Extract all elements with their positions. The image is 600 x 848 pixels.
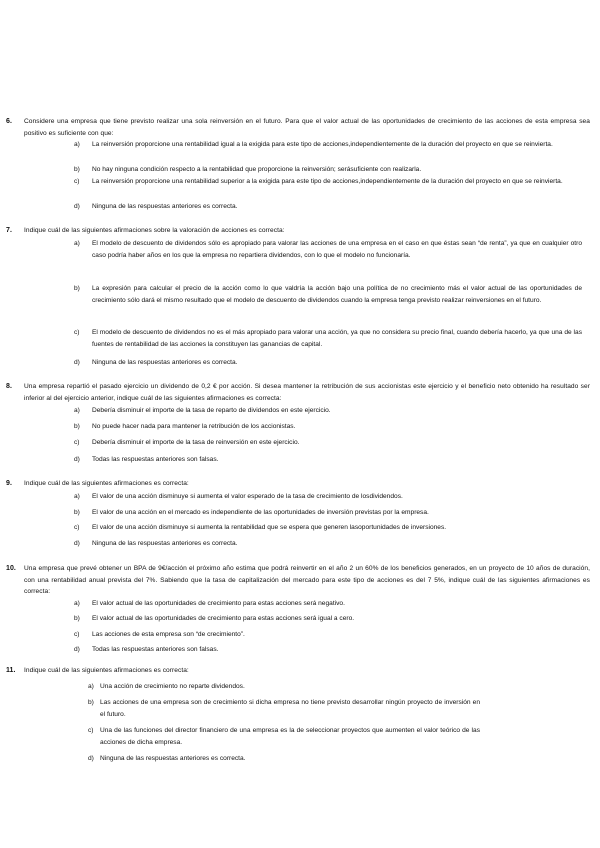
option-text: No hay ninguna condición respecto a la rentabilidad que proporcione la reinversión; serásuficiente con realizarla. bbox=[92, 166, 422, 173]
question-text: Una empresa repartió el pasado ejercicio un dividendo de 0,2 € por acción. Si desea mantener la retribución de sus accionistas este ejercicio y el beneficio neto obtenido ha resultado ser inferior al del ejercicio anterior, indique cuál de las siguientes afirmaciones es correcta: bbox=[24, 383, 590, 402]
option-text: Una acción de crecimiento no reparte dividendos. bbox=[100, 683, 245, 690]
option-text: El valor actual de las oportunidades de crecimiento para estas acciones será negativo. bbox=[92, 600, 345, 607]
option-label: b) bbox=[74, 615, 80, 622]
option-label: a) bbox=[74, 407, 80, 414]
option-label: a) bbox=[74, 600, 80, 607]
option-label: c) bbox=[74, 631, 80, 638]
option-label: b) bbox=[74, 166, 80, 173]
option-text: Las acciones de esta empresa son “de crecimiento”. bbox=[92, 631, 245, 638]
question-text: Considere una empresa que tiene previsto realizar una sola reinversión en el futuro. Para que el valor actual de las oportunidades de crecimiento de las acciones de esta empresa sea positivo es suficiente con que: bbox=[24, 118, 590, 137]
option-text: La reinversión proporcione una rentabilidad superior a la exigida para este tipo de acciones,independientemente de la duración del proyecto en que se reinvierta. bbox=[92, 178, 563, 185]
question-text: Indique cuál de las siguientes afirmaciones es correcta: bbox=[24, 480, 189, 487]
option-text: Ninguna de las respuestas anteriores es correcta. bbox=[92, 203, 238, 210]
option-label: c) bbox=[74, 178, 80, 185]
option-text: Ninguna de las respuestas anteriores es correcta. bbox=[92, 359, 238, 366]
option-label: a) bbox=[74, 141, 80, 148]
option-label: b) bbox=[74, 509, 80, 516]
option-text: Todas las respuestas anteriores son falsas. bbox=[92, 456, 219, 463]
option-text: La reinversión proporcione una rentabilidad igual a la exigida para este tipo de acciones,independientemente de la duración del proyecto en que se reinvierta. bbox=[92, 141, 553, 148]
option-text: El valor de una acción disminuye si aumenta el valor esperado de la tasa de crecimiento de losdividendos. bbox=[92, 493, 403, 500]
option-text: El modelo de descuento de dividendos sólo es apropiado para valorar las acciones de una empresa en el caso en que éstas sean “de renta”, ya que en cualquier otro caso podría haber años en los que la empresa no repartiera dividendos, con lo que el modelo no funcionaría. bbox=[92, 240, 582, 259]
question-number: 7. bbox=[6, 227, 12, 234]
option-label: c) bbox=[74, 524, 80, 531]
option-label: c) bbox=[88, 727, 94, 734]
option-label: b) bbox=[88, 699, 94, 706]
option-text: El valor de una acción en el mercado es independiente de las oportunidades de inversión previstas por la empresa. bbox=[92, 509, 429, 516]
option-label: c) bbox=[74, 329, 80, 336]
option-text: Ninguna de las respuestas anteriores es correcta. bbox=[100, 755, 246, 762]
option-text: El modelo de descuento de dividendos no es el más apropiado para valorar una acción, ya que no considera su precio final, cuando debería hacerlo, ya que una de las fuentes de rentabilidad de las acciones la constituyen las ganancias de capital. bbox=[92, 329, 582, 348]
option-label: c) bbox=[74, 439, 80, 446]
option-label: b) bbox=[74, 423, 80, 430]
option-text: El valor de una acción disminuye si aumenta la rentabilidad que se espera que generen lasoportunidades de inversiones. bbox=[92, 524, 447, 531]
option-text: La expresión para calcular el precio de la acción como lo que valdría la acción bajo una política de no crecimiento más el valor actual de las oportunidades de crecimiento sólo dará el mismo resultado que el modelo de descuento de dividendos cuando la empresa tenga previsto realizar reinversiones en el futuro. bbox=[92, 285, 582, 304]
question-number: 6. bbox=[6, 118, 12, 125]
option-label: a) bbox=[74, 240, 80, 247]
option-text: Ninguna de las respuestas anteriores es correcta. bbox=[92, 540, 238, 547]
option-label: d) bbox=[74, 646, 80, 653]
question-number: 9. bbox=[6, 480, 12, 487]
option-label: d) bbox=[74, 359, 80, 366]
option-text: Las acciones de una empresa son de crecimiento si dicha empresa no tiene previsto desarrollar ningún proyecto de inversión en el futuro. bbox=[100, 699, 480, 718]
option-text: No puede hacer nada para mantener la retribución de los accionistas. bbox=[92, 423, 296, 430]
option-text: El valor actual de las oportunidades de crecimiento para estas acciones será igual a cero. bbox=[92, 615, 355, 622]
option-label: a) bbox=[74, 493, 80, 500]
question-text: Una empresa que prevé obtener un BPA de 9€/acción el próximo año estima que podrá reinvertir en el año 2 un 60% de los beneficios generados, en un proyecto de 10 años de duración, con una rentabilidad anual prevista del 7%. Sabiendo que la tasa de capitalización del mercado para este tipo de acciones es del 7 5%, indique cuál de las siguientes afirmaciones es correcta: bbox=[24, 565, 590, 595]
option-label: a) bbox=[88, 683, 94, 690]
option-text: Debería disminuir el importe de la tasa de reparto de dividendos en este ejercicio. bbox=[92, 407, 331, 414]
option-label: d) bbox=[74, 456, 80, 463]
question-text: Indique cuál de las siguientes afirmaciones es correcta: bbox=[24, 667, 189, 674]
question-number: 11. bbox=[6, 667, 16, 674]
option-text: Una de las funciones del director financiero de una empresa es la de seleccionar proyectos que aumenten el valor teórico de las acciones de dicha empresa. bbox=[100, 727, 480, 746]
question-number: 8. bbox=[6, 383, 12, 390]
option-text: Debería disminuir el importe de la tasa de reinversión en este ejercicio. bbox=[92, 439, 300, 446]
question-text: Indique cuál de las siguientes afirmaciones sobre la valoración de acciones es correcta: bbox=[24, 227, 285, 234]
option-label: b) bbox=[74, 285, 80, 292]
option-text: Todas las respuestas anteriores son falsas. bbox=[92, 646, 219, 653]
option-label: d) bbox=[74, 203, 80, 210]
question-number: 10. bbox=[6, 565, 16, 572]
option-label: d) bbox=[88, 755, 94, 762]
option-label: d) bbox=[74, 540, 80, 547]
